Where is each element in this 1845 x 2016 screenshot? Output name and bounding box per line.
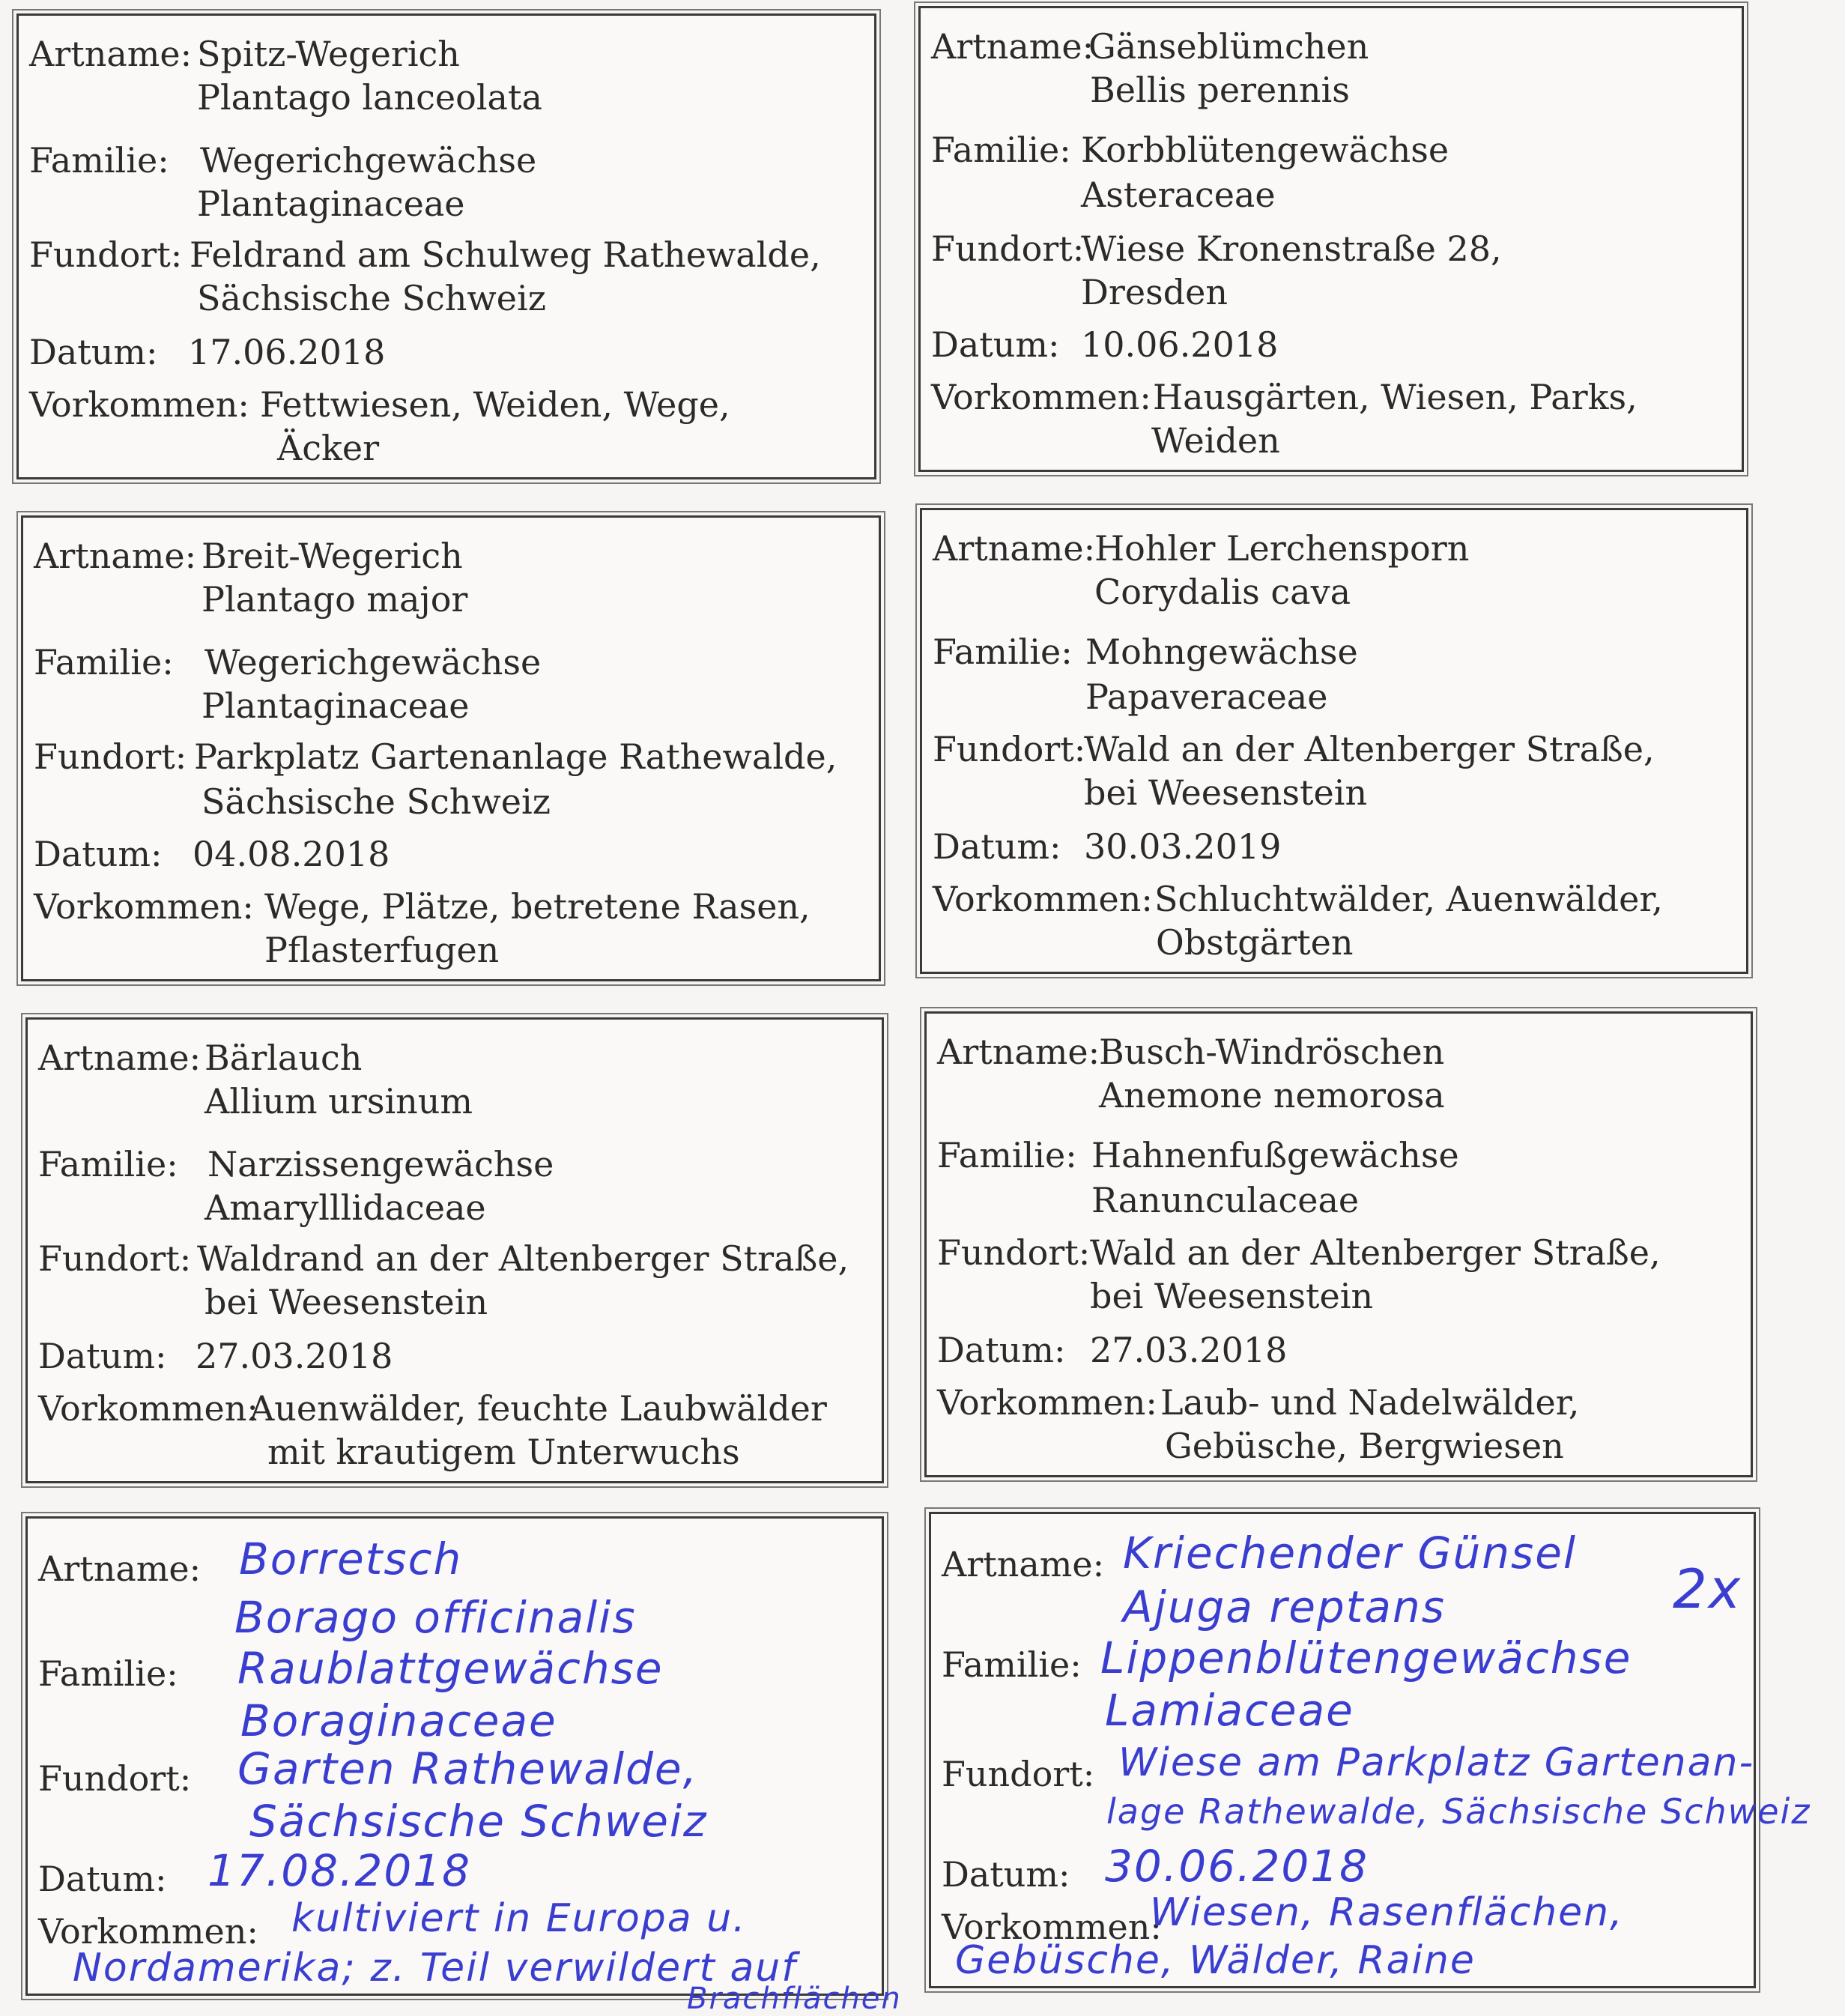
datum-label: Datum: — [34, 834, 163, 874]
artname-label: Artname: — [38, 1549, 202, 1589]
latin-handwritten: Borago officinalis — [234, 1592, 637, 1643]
latin-name: Anemone nemorosa — [1099, 1075, 1445, 1116]
artname-label: Artname: — [34, 536, 197, 576]
artname-label: Artname: — [29, 34, 193, 74]
datum-label: Datum: — [937, 1330, 1066, 1370]
datum-value: 04.08.2018 — [193, 834, 390, 874]
plant-card-borretsch — [25, 1516, 902, 2016]
vorkommen-line-1-handwritten: kultiviert in Europa u. — [291, 1896, 747, 1941]
artname-label: Artname: — [942, 1544, 1105, 1584]
fundort-line-1: Feldrand am Schulweg Rathewalde, — [190, 234, 821, 275]
latin-name: Corydalis cava — [1094, 572, 1351, 612]
artname-value: Breit-Wegerich — [202, 536, 463, 576]
familie-handwritten: Raublattgewächse — [237, 1643, 664, 1694]
fundort-label: Fundort: — [29, 234, 183, 275]
fundort-line-2: bei Weesenstein — [1090, 1276, 1374, 1316]
fundort-line-1: Wald an der Altenberger Straße, — [1090, 1232, 1661, 1273]
vorkommen-label: Vorkommen: — [38, 1911, 258, 1952]
familie-label: Familie: — [38, 1653, 178, 1694]
latin-name: Bellis perennis — [1090, 70, 1350, 110]
latin-name: Plantago major — [202, 579, 468, 620]
fundort-line-1: Wiese Kronenstraße 28, — [1081, 228, 1502, 269]
familie-label: Familie: — [34, 642, 174, 682]
vorkommen-label: Vorkommen: — [933, 879, 1153, 919]
fundort-label: Fundort: — [931, 228, 1085, 269]
fundort-line-1: Wald an der Altenberger Straße, — [1084, 729, 1655, 769]
familie-latin: Plantaginaceae — [197, 184, 465, 224]
vorkommen-line-1: Auenwälder, feuchte Laubwälder — [249, 1388, 827, 1429]
datum-value: 27.03.2018 — [196, 1336, 393, 1376]
familie-latin: Amarylllidaceae — [205, 1187, 486, 1228]
datum-value: 17.06.2018 — [188, 332, 386, 372]
familie-value: Wegerichgewächse — [205, 642, 542, 682]
vorkommen-label: Vorkommen: — [34, 886, 254, 927]
fundort-line-2: Sächsische Schweiz — [197, 278, 546, 318]
datum-handwritten: 17.08.2018 — [207, 1845, 472, 1896]
familie-latin: Plantaginaceae — [202, 685, 470, 726]
familie-value: Korbblütengewächse — [1081, 130, 1449, 170]
vorkommen-line-2-handwritten: Gebüsche, Wälder, Raine — [955, 1938, 1476, 1983]
datum-label: Datum: — [38, 1336, 167, 1376]
vorkommen-line-1: Hausgärten, Wiesen, Parks, — [1153, 377, 1638, 417]
fundort-label: Fundort: — [937, 1232, 1091, 1273]
fundort-label: Fundort: — [38, 1758, 192, 1799]
fundort-line-1-handwritten: Garten Rathewalde, — [237, 1743, 699, 1794]
familie-latin: Ranunculaceae — [1091, 1180, 1360, 1220]
familie-value: Mohngewächse — [1085, 632, 1358, 672]
vorkommen-label: Vorkommen: — [931, 377, 1151, 417]
plant-card-spitz-wegerich — [16, 13, 876, 479]
familie-label: Familie: — [931, 130, 1071, 170]
datum-label: Datum: — [942, 1854, 1070, 1895]
vorkommen-line-1: Fettwiesen, Weiden, Wege, — [260, 384, 730, 425]
familie-latin: Asteraceae — [1081, 175, 1276, 215]
vorkommen-line-1: Schluchtwälder, Auenwälder, — [1154, 879, 1663, 919]
familie-handwritten: Lippenblütengewächse — [1100, 1632, 1632, 1683]
vorkommen-line-2-handwritten: Nordamerika; z. Teil verwildert auf — [73, 1946, 797, 1991]
artname-label: Artname: — [931, 26, 1094, 67]
familie-latin: Papaveraceae — [1085, 676, 1328, 717]
artname-value: Hohler Lerchensporn — [1094, 528, 1470, 569]
vorkommen-line-2: Gebüsche, Bergwiesen — [1165, 1426, 1564, 1466]
datum-label: Datum: — [29, 332, 158, 372]
artname-value: Bärlauch — [205, 1038, 363, 1078]
artname-handwritten: Borretsch — [239, 1534, 463, 1584]
artname-label: Artname: — [937, 1032, 1100, 1072]
vorkommen-label: Vorkommen: — [942, 1907, 1162, 1947]
familie-value: Hahnenfußgewächse — [1091, 1135, 1459, 1175]
familie-label: Familie: — [29, 140, 169, 181]
fundort-label: Fundort: — [942, 1754, 1095, 1794]
vorkommen-label: Vorkommen: — [937, 1382, 1157, 1423]
plant-card-baerlauch — [25, 1017, 884, 1483]
plant-card-hohler-lerchensporn — [920, 508, 1748, 974]
latin-name: Plantago lanceolata — [197, 77, 542, 118]
familie-label: Familie: — [942, 1644, 1082, 1685]
plant-card-busch-windroeschen — [924, 1011, 1753, 1477]
familie-value: Narzissengewächse — [207, 1144, 554, 1184]
familie-label: Familie: — [38, 1144, 178, 1184]
vorkommen-line-1: Laub- und Nadelwälder, — [1160, 1382, 1580, 1423]
vorkommen-label: Vorkommen: — [29, 384, 249, 425]
familie-latin-handwritten: Lamiaceae — [1105, 1685, 1354, 1736]
datum-value: 30.03.2019 — [1084, 826, 1282, 867]
vorkommen-line-2: Äcker — [277, 428, 380, 468]
count-note-handwritten: 2x — [1673, 1558, 1742, 1620]
vorkommen-line-1-handwritten: Wiesen, Rasenflächen, — [1150, 1890, 1624, 1935]
latin-handwritten: Ajuga reptans — [1123, 1581, 1446, 1632]
fundort-line-2-handwritten: lage Rathewalde, Sächsische Schweiz — [1106, 1791, 1811, 1832]
vorkommen-line-2: Pflasterfugen — [264, 930, 500, 970]
plant-card-breit-wegerich — [21, 515, 881, 981]
datum-value: 27.03.2018 — [1090, 1330, 1288, 1370]
datum-label: Datum: — [933, 826, 1061, 867]
fundort-line-2: bei Weesenstein — [205, 1282, 488, 1322]
artname-label: Artname: — [38, 1038, 202, 1078]
fundort-label: Fundort: — [34, 736, 187, 777]
vorkommen-line-2: mit krautigem Unterwuchs — [267, 1432, 740, 1472]
artname-label: Artname: — [933, 528, 1096, 569]
fundort-label: Fundort: — [933, 729, 1086, 769]
plant-card-gaensebluemchen — [918, 6, 1744, 472]
datum-label: Datum: — [931, 324, 1060, 365]
familie-label: Familie: — [933, 632, 1073, 672]
vorkommen-line-2: Weiden — [1151, 420, 1280, 461]
fundort-line-1: Waldrand an der Altenberger Straße, — [197, 1238, 849, 1279]
plant-card-kriechender-guensel — [929, 1512, 1811, 1988]
datum-handwritten: 30.06.2018 — [1105, 1841, 1369, 1892]
fundort-line-2: Dresden — [1081, 272, 1228, 312]
datum-value: 10.06.2018 — [1081, 324, 1279, 365]
artname-value: Busch-Windröschen — [1099, 1032, 1445, 1072]
fundort-line-2: Sächsische Schweiz — [202, 781, 551, 822]
familie-label: Familie: — [937, 1135, 1077, 1175]
latin-name: Allium ursinum — [205, 1081, 473, 1121]
vorkommen-label: Vorkommen: — [38, 1388, 258, 1429]
fundort-line-2: bei Weesenstein — [1084, 772, 1368, 813]
vorkommen-line-1: Wege, Plätze, betretene Rasen, — [264, 886, 811, 927]
familie-value: Wegerichgewächse — [200, 140, 537, 181]
fundort-line-2-handwritten: Sächsische Schweiz — [249, 1796, 708, 1847]
fundort-label: Fundort: — [38, 1238, 192, 1279]
fundort-line-1: Parkplatz Gartenanlage Rathewalde, — [194, 736, 837, 777]
vorkommen-line-2: Obstgärten — [1156, 922, 1354, 963]
familie-latin-handwritten: Boraginaceae — [240, 1695, 557, 1746]
datum-label: Datum: — [38, 1859, 167, 1899]
artname-value: Spitz-Wegerich — [197, 34, 460, 74]
fundort-line-1-handwritten: Wiese am Parkplatz Gartenan- — [1118, 1740, 1755, 1785]
vorkommen-line-3-handwritten: Brachflächen — [687, 1982, 902, 2016]
artname-value: Gänseblümchen — [1088, 26, 1369, 67]
artname-handwritten: Kriechender Günsel — [1123, 1528, 1578, 1578]
